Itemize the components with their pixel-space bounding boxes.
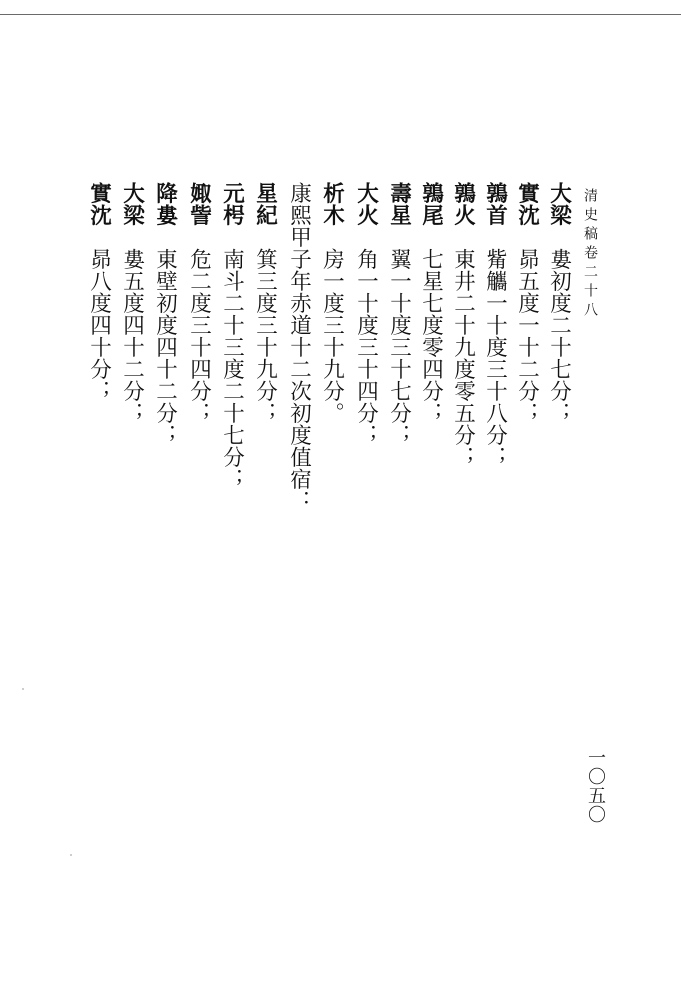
entry-term: 大梁 xyxy=(119,182,145,226)
entry-term: 大火 xyxy=(353,182,379,226)
entry-column xyxy=(88,182,110,402)
top-border-line xyxy=(0,14,681,15)
entry-text: 昴五度一十二分； xyxy=(514,248,540,424)
entry-column xyxy=(321,182,343,424)
entry-term: 鶉火 xyxy=(450,182,476,226)
section-heading: 康熙甲子年赤道十二次初度值宿： xyxy=(286,182,312,512)
section-heading-column xyxy=(288,182,310,512)
entry-column xyxy=(188,182,210,424)
entry-term: 實沈 xyxy=(86,182,112,226)
entry-column xyxy=(154,182,176,446)
entry-column xyxy=(121,182,143,424)
entry-text: 七星七度零四分； xyxy=(418,248,444,424)
entry-text: 角一十度三十四分； xyxy=(353,248,379,446)
scan-speck xyxy=(22,688,24,690)
entry-term: 大梁 xyxy=(546,182,572,226)
entry-column xyxy=(420,182,442,424)
entry-text: 東井二十九度零五分； xyxy=(450,248,476,468)
entry-text: 東壁初度四十二分； xyxy=(152,248,178,446)
entry-column xyxy=(221,182,243,490)
entry-term: 降婁 xyxy=(152,182,178,226)
entry-term: 鶉首 xyxy=(482,182,508,226)
entry-term: 娵訾 xyxy=(186,182,212,226)
entry-text: 危二度三十四分； xyxy=(186,248,212,424)
entry-column xyxy=(484,182,506,468)
entry-column xyxy=(355,182,377,446)
entry-text: 昴八度四十分； xyxy=(86,248,112,402)
entry-text: 箕三度三十九分； xyxy=(252,248,278,424)
entry-text: 婁五度四十二分； xyxy=(119,248,145,424)
entry-text: 房一度三十九分。 xyxy=(319,248,345,424)
entry-text: 南斗二十三度二十七分； xyxy=(219,248,245,490)
scan-speck xyxy=(70,854,72,856)
running-title: 清史稿卷二十八 xyxy=(582,188,598,321)
entry-text: 觜觿一十度三十八分； xyxy=(482,248,508,468)
entry-term: 析木 xyxy=(319,182,345,226)
entry-column xyxy=(388,182,410,446)
entry-column xyxy=(254,182,276,424)
entry-term: 鶉尾 xyxy=(418,182,444,226)
entry-term: 元枵 xyxy=(219,182,245,226)
page-number: 一〇五〇 xyxy=(585,748,606,824)
entry-column xyxy=(452,182,474,468)
entry-term: 星紀 xyxy=(252,182,278,226)
entry-column xyxy=(516,182,538,424)
entry-text: 婁初度二十七分； xyxy=(546,248,572,424)
entry-term: 壽星 xyxy=(386,182,412,226)
entry-text: 翼一十度三十七分； xyxy=(386,248,412,446)
entry-column xyxy=(548,182,570,424)
entry-term: 實沈 xyxy=(514,182,540,226)
